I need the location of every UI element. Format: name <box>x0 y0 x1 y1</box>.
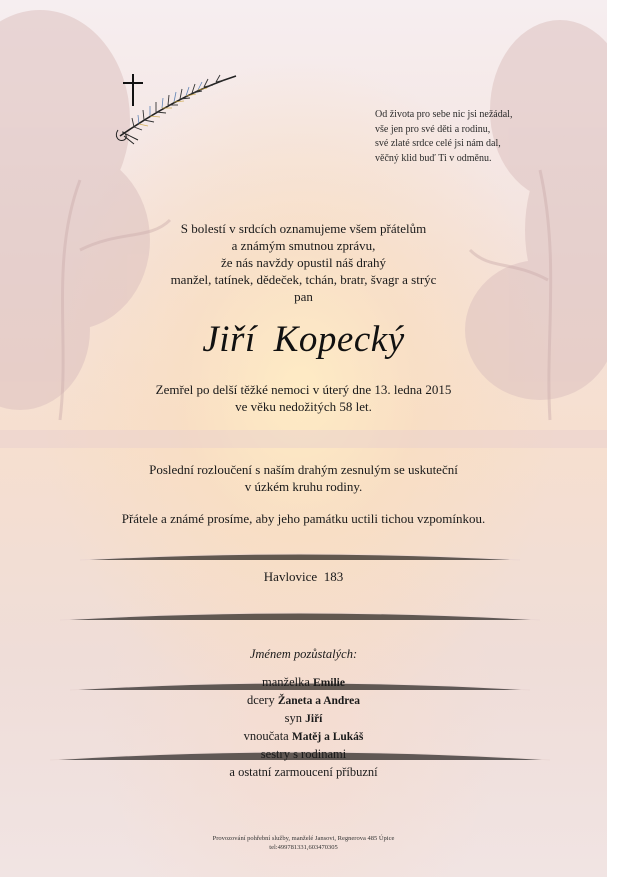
relative-item <box>0 746 607 764</box>
deceased-name <box>0 318 607 362</box>
on-behalf-heading <box>0 646 607 662</box>
relative-role: sestry s rodinami <box>260 747 347 761</box>
poem-line: své zlaté srdce celé jsi nám dal, <box>375 138 501 149</box>
relative-item <box>0 674 607 692</box>
request-line: Přátele a známé prosíme, aby jeho památku uctili tichou vzpomínkou. <box>121 511 486 526</box>
relative-item <box>0 728 607 746</box>
death-notice-line: ve věku nedožitých 58 let. <box>235 399 372 414</box>
announcement-text <box>0 220 607 305</box>
cross-icon <box>123 74 143 106</box>
cross-and-palm-emblem <box>112 70 240 146</box>
relative-role: manželka <box>262 675 314 689</box>
relative-item <box>0 764 607 782</box>
announcement-line: pan <box>294 289 313 304</box>
relative-item <box>0 692 607 710</box>
on-behalf-label: Jménem pozůstalých: <box>249 647 358 661</box>
poem-line: Od života pro sebe nic jsi nežádal, <box>375 109 513 120</box>
poem-line: vše jen pro své děti a rodinu, <box>375 123 491 135</box>
palm-branch-icon <box>116 75 236 144</box>
deceased-first-name: Jiří <box>202 319 256 360</box>
footer-company: Provozování pohřební služby, manželé Jansovi, Regnerova 485 Úpice <box>212 835 395 842</box>
announcement-line: manžel, tatínek, dědeček, tchán, bratr, švagr a strýc <box>170 272 437 287</box>
relative-role: vnoučata <box>243 729 292 743</box>
poem-line: věčný klid buď Ti v odměnu. <box>375 152 492 164</box>
relative-role: a ostatní zarmoucení příbuzní <box>229 765 378 779</box>
address <box>0 568 607 585</box>
death-notice <box>0 381 607 415</box>
relative-item <box>0 710 607 728</box>
deceased-last-name: Kopecký <box>273 319 405 360</box>
relative-names: Matěj a Lukáš <box>291 731 364 743</box>
address-line: Havlovice 183 <box>263 569 344 584</box>
funeral-service-footer <box>0 834 607 852</box>
farewell-notice <box>0 461 607 495</box>
memorial-poem <box>375 108 512 166</box>
relative-names: Jiří <box>305 713 323 725</box>
announcement-line: že nás navždy opustil náš drahý <box>221 255 386 270</box>
farewell-line: Poslední rozloučení s naším drahým zesnulým se uskuteční <box>149 462 458 477</box>
death-notice-line: Zemřel po delší těžké nemoci v úterý dne 13. ledna 2015 <box>155 382 452 397</box>
relative-role: syn <box>284 711 306 725</box>
announcement-line: S bolestí v srdcích oznamujeme všem přátelům <box>180 221 427 236</box>
relative-role: dcery <box>246 693 278 707</box>
relative-names: Emilie <box>313 677 345 689</box>
farewell-line: v úzkém kruhu rodiny. <box>244 479 363 494</box>
relatives-list <box>0 674 607 782</box>
remembrance-request <box>0 510 607 527</box>
relative-names: Žaneta a Andrea <box>277 695 361 707</box>
announcement-line: a známým smutnou zprávu, <box>231 238 376 253</box>
footer-phone: tel:499781331,603470305 <box>269 844 338 851</box>
